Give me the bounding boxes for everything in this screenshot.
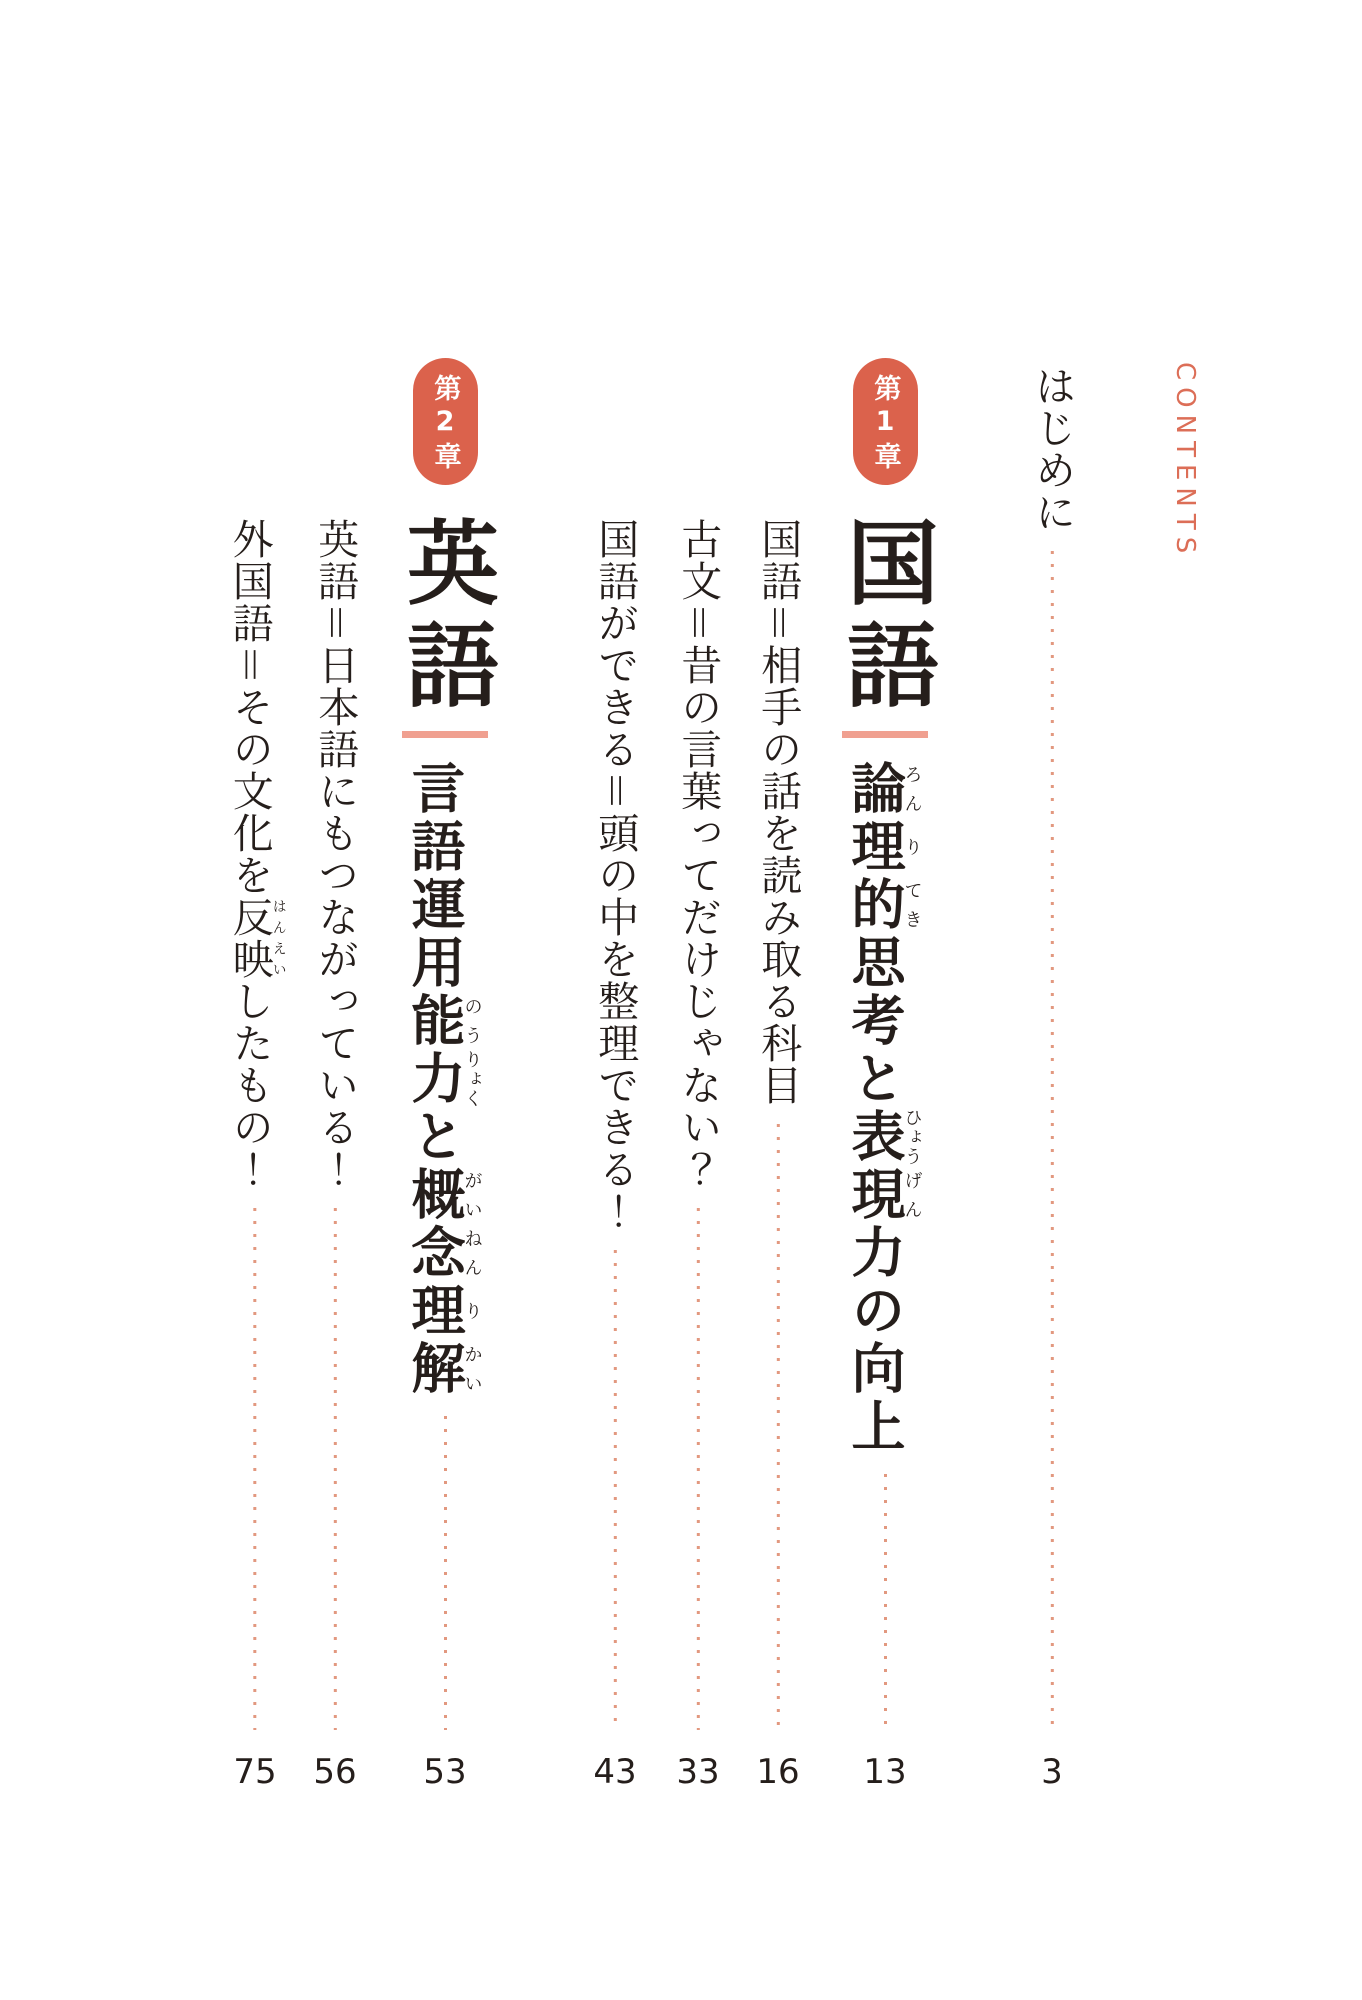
- chapter-1-title-divider: [842, 731, 928, 738]
- page-number: 53: [423, 1752, 467, 1792]
- toc-entry-label: 国語＝相手の話を読み取る科目: [754, 518, 803, 1106]
- chapter-2-badge: 第2章: [413, 358, 478, 485]
- toc-entry-hajimeni: [1028, 365, 1077, 1792]
- page-number: 43: [593, 1752, 637, 1792]
- toc-entry-label: 古文＝昔の言葉ってだけじゃない？: [674, 518, 723, 1190]
- toc-entry-label: 外国語＝その文化を反はん映えいしたもの！: [225, 518, 286, 1190]
- toc-entry-label: 英語＝日本語にもつながっている！: [311, 518, 360, 1190]
- toc-entry-kobun: [674, 518, 723, 1792]
- chapter-1-subtitle: 論ろん理り的てき思考と表ひょう現げん力の向上: [843, 760, 923, 1457]
- dotted-leader: [884, 1474, 887, 1730]
- page-number: 13: [863, 1752, 907, 1792]
- dotted-leader: [1051, 551, 1054, 1730]
- toc-entry-gaikokugo: [225, 518, 286, 1792]
- toc-chapter-1: [832, 358, 939, 1792]
- chapter-2-title-divider: [402, 731, 488, 738]
- chapter-2-title: 英語: [392, 515, 499, 719]
- page-number: 56: [313, 1752, 357, 1792]
- dotted-leader: [444, 1416, 447, 1730]
- toc-entry-label: 国語ができる＝頭の中を整理できる！: [591, 518, 640, 1232]
- dotted-leader: [334, 1208, 337, 1730]
- page-number: 16: [756, 1752, 800, 1792]
- toc-entry-label: はじめに: [1028, 365, 1077, 533]
- page-number: 75: [233, 1752, 277, 1792]
- contents-title: CONTENTS: [1170, 362, 1200, 561]
- page-number: 33: [676, 1752, 720, 1792]
- contents-header: [1170, 362, 1200, 560]
- toc-entry-kokugo-aite: [754, 518, 803, 1792]
- chapter-1-badge: 第1章: [853, 358, 918, 485]
- chapter-1-title: 国語: [832, 515, 939, 719]
- dotted-leader: [697, 1208, 700, 1730]
- page-number: 3: [1041, 1752, 1063, 1792]
- dotted-leader: [614, 1250, 617, 1730]
- toc-entry-kokugo-dekiru: [591, 518, 640, 1792]
- dotted-leader: [254, 1208, 257, 1730]
- toc-entry-eigo-nihongo: [311, 518, 360, 1792]
- chapter-2-subtitle: 言語運用能のう力りょくと概がい念ねん理り解かい: [403, 760, 483, 1399]
- toc-chapter-2: [392, 358, 499, 1792]
- dotted-leader: [777, 1124, 780, 1730]
